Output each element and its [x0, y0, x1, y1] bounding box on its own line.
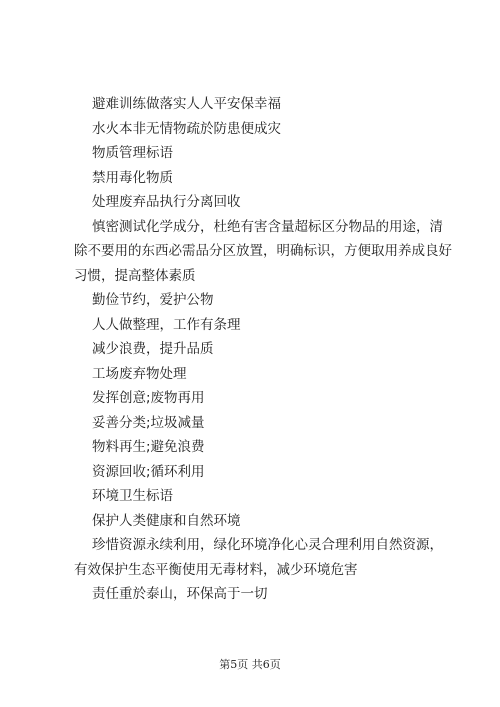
paragraph: 物料再生;避免浪费: [92, 439, 205, 455]
paragraph: 避难训练做落实人人平安保幸福: [92, 96, 281, 112]
section-heading: 环境卫生标语: [92, 488, 173, 504]
paragraph: 慎密测试化学成分，杜绝有害含量超标区分物品的用途，清除不要用的东西必需品分区放置，明确标识，方便取用养成良好习惯，提高整体素质: [74, 218, 452, 284]
paragraph: 资源回收;循环利用: [92, 463, 205, 480]
section-heading: 物质管理标语: [92, 145, 173, 161]
paragraph: 保护人类健康和自然环境: [92, 512, 241, 529]
paragraph: 处理废弃品执行分离回收: [92, 194, 241, 210]
section-heading: 工场废弃物处理: [92, 365, 187, 382]
document-body: [74, 92, 454, 607]
page-footer: 第5页 共6页: [219, 658, 281, 671]
paragraph: 责任重於泰山，环保高于一切: [92, 586, 268, 602]
paragraph: 禁用毒化物质: [92, 169, 173, 186]
paragraph: 勤俭节约，爱护公物: [92, 292, 214, 308]
paragraph: 水火本非无情物疏於防患便成灾: [92, 120, 281, 137]
paragraph: 减少浪费，提升品质: [92, 341, 214, 357]
paragraph: 珍惜资源永续利用，绿化环境净化心灵合理利用自然资源，有效保护生态平衡使用无毒材料，减少环境危害: [74, 537, 443, 578]
paragraph: 发挥创意;废物再用: [92, 390, 205, 406]
paragraph: 人人做整理，工作有条理: [92, 316, 241, 333]
paragraph: 妥善分类;垃圾减量: [92, 414, 205, 431]
